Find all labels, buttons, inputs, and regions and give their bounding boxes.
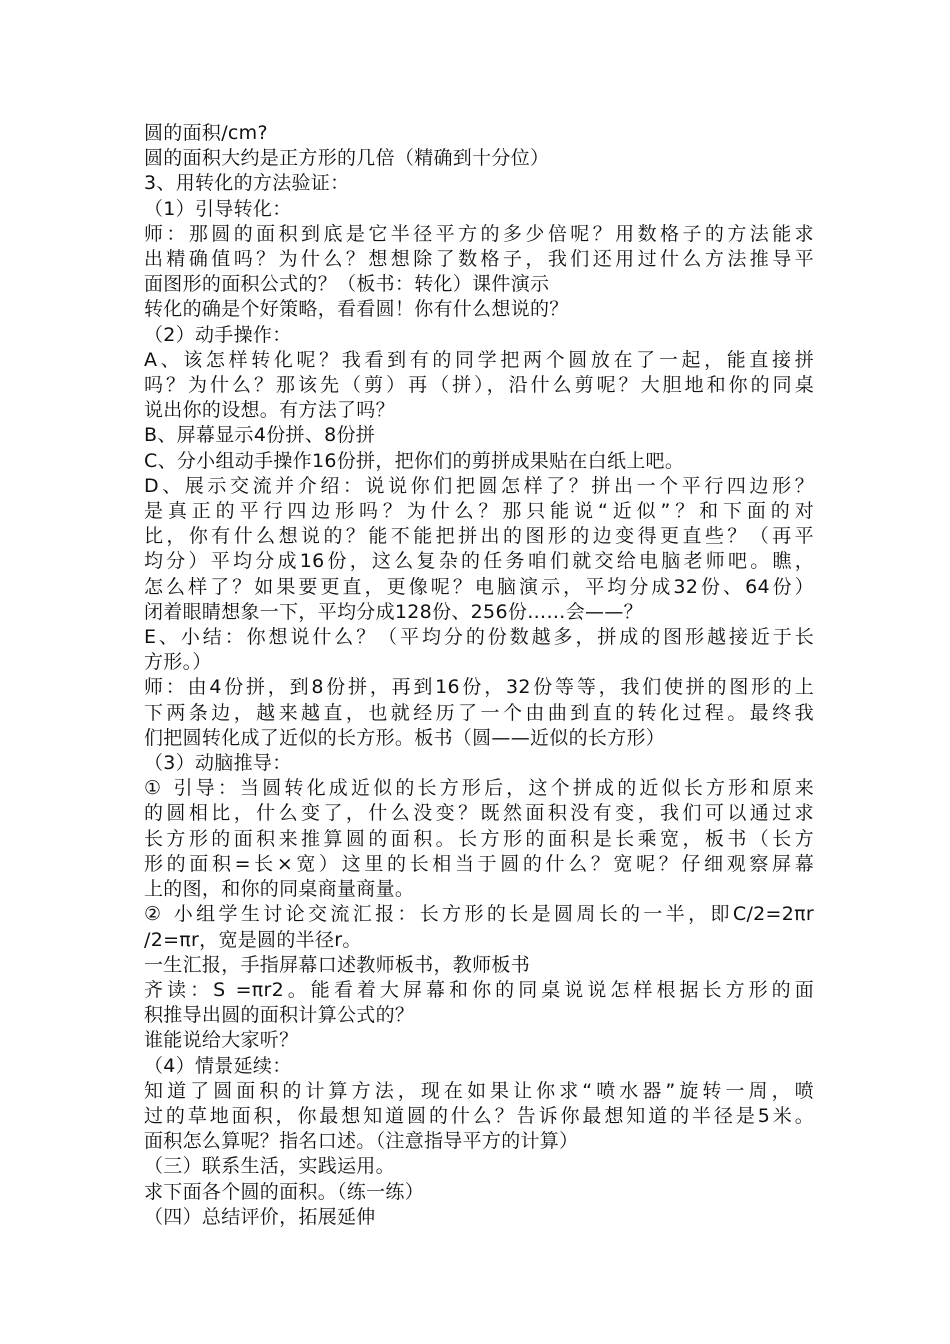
text-line: 长方形的面积来推算圆的面积。长方形的面积是长乘宽，板书（长方 <box>144 827 814 850</box>
text-line: 方形。） <box>144 651 212 674</box>
text-line: 比，你有什么想说的？能不能把拼出的图形的边变得更直些？（再平 <box>144 525 814 548</box>
text-line: 圆的面积/cm? <box>144 122 268 144</box>
text-line: ① 引导：当圆转化成近似的长方形后，这个拼成的近似长方形和原来 <box>144 777 814 800</box>
text-line: D、展示交流并介绍：说说你们把圆怎样了？拼出一个平行四边形？ <box>144 474 814 497</box>
text-line: 积推导出圆的面积计算公式的？ <box>144 1004 415 1027</box>
text-line: 一生汇报，手指屏幕口述教师板书，教师板书 <box>144 953 531 976</box>
text-line: B、屏幕显示4份拼、8份拼 <box>144 424 376 447</box>
text-line: 吗？为什么？那该先（剪）再（拼），沿什么剪呢？大胆地和你的同桌 <box>144 374 814 397</box>
text-line: 怎么样了？如果要更直，更像呢？电脑演示，平均分成32份、64份） <box>144 575 814 598</box>
text-line: 出精确值吗？为什么？想想除了数格子，我们还用过什么方法推导平 <box>144 248 814 271</box>
text-line: 齐读：S =πr2。能看着大屏幕和你的同桌说说怎样根据长方形的面 <box>144 978 814 1001</box>
text-line: 师：由4份拼，到8份拼，再到16份，32份等等，我们使拼的图形的上 <box>144 676 814 699</box>
text-line: 求下面各个圆的面积。（练一练） <box>144 1180 425 1203</box>
text-line: 们把圆转化成了近似的长方形。板书（圆——近似的长方形） <box>144 726 666 749</box>
text-line: ② 小组学生讨论交流汇报：长方形的长是圆周长的一半，即C/2=2πr <box>144 903 814 926</box>
subsection-heading: （1）引导转化： <box>144 197 292 220</box>
text-line: 上的图，和你的同桌商量商量。 <box>144 878 415 901</box>
text-line: 面积怎么算呢？指名口述。（注意指导平方的计算） <box>144 1130 579 1153</box>
text-line: 闭着眼睛想象一下，平均分成128份、256份……会——？ <box>144 600 643 623</box>
text-line: 说出你的设想。有方法了吗？ <box>144 399 395 422</box>
text-line: 知道了圆面积的计算方法，现在如果让你求“喷水器”旋转一周，喷 <box>144 1079 814 1102</box>
document-body <box>144 121 814 1230</box>
text-line: 均分）平均分成16份，这么复杂的任务咱们就交给电脑老师吧。瞧， <box>144 550 814 573</box>
section-heading: 3、用转化的方法验证： <box>144 172 350 195</box>
subsection-heading: （3）动脑推导： <box>144 752 292 775</box>
section-heading: （四）总结评价，拓展延伸 <box>144 1205 376 1228</box>
text-line: /2=πr，宽是圆的半径r。 <box>144 928 362 951</box>
subsection-heading: （2）动手操作： <box>144 323 292 346</box>
text-line: 师：那圆的面积到底是它半径平方的多少倍呢？用数格子的方法能求 <box>144 222 814 245</box>
text-line: 圆的面积大约是正方形的几倍（精确到十分位） <box>144 147 550 170</box>
text-line: 形的面积=长×宽）这里的长相当于圆的什么？宽呢？仔细观察屏幕 <box>144 852 814 875</box>
text-line: 转化的确是个好策略，看看圆！你有什么想说的？ <box>144 298 569 321</box>
text-line: 的圆相比，什么变了，什么没变？既然面积没有变，我们可以通过求 <box>144 802 814 825</box>
text-line: C、分小组动手操作16份拼，把你们的剪拼成果贴在白纸上吧。 <box>144 449 685 472</box>
subsection-heading: （4）情景延续： <box>144 1054 292 1077</box>
text-line: 下两条边，越来越直，也就经历了一个由曲到直的转化过程。最终我 <box>144 701 814 724</box>
text-line: E、小结：你想说什么？（平均分的份数越多，拼成的图形越接近于长 <box>144 626 814 649</box>
text-line: 是真正的平行四边形吗？为什么？那只能说“近似”？和下面的对 <box>144 500 814 523</box>
text-line: 面图形的面积公式的？（板书：转化）课件演示 <box>144 273 550 296</box>
text-line: A、该怎样转化呢？我看到有的同学把两个圆放在了一起，能直接拼 <box>144 348 814 371</box>
section-heading: （三）联系生活，实践运用。 <box>144 1155 395 1178</box>
text-line: 谁能说给大家听？ <box>144 1029 299 1052</box>
text-line: 过的草地面积，你最想知道圆的什么？告诉你最想知道的半径是5米。 <box>144 1104 814 1127</box>
